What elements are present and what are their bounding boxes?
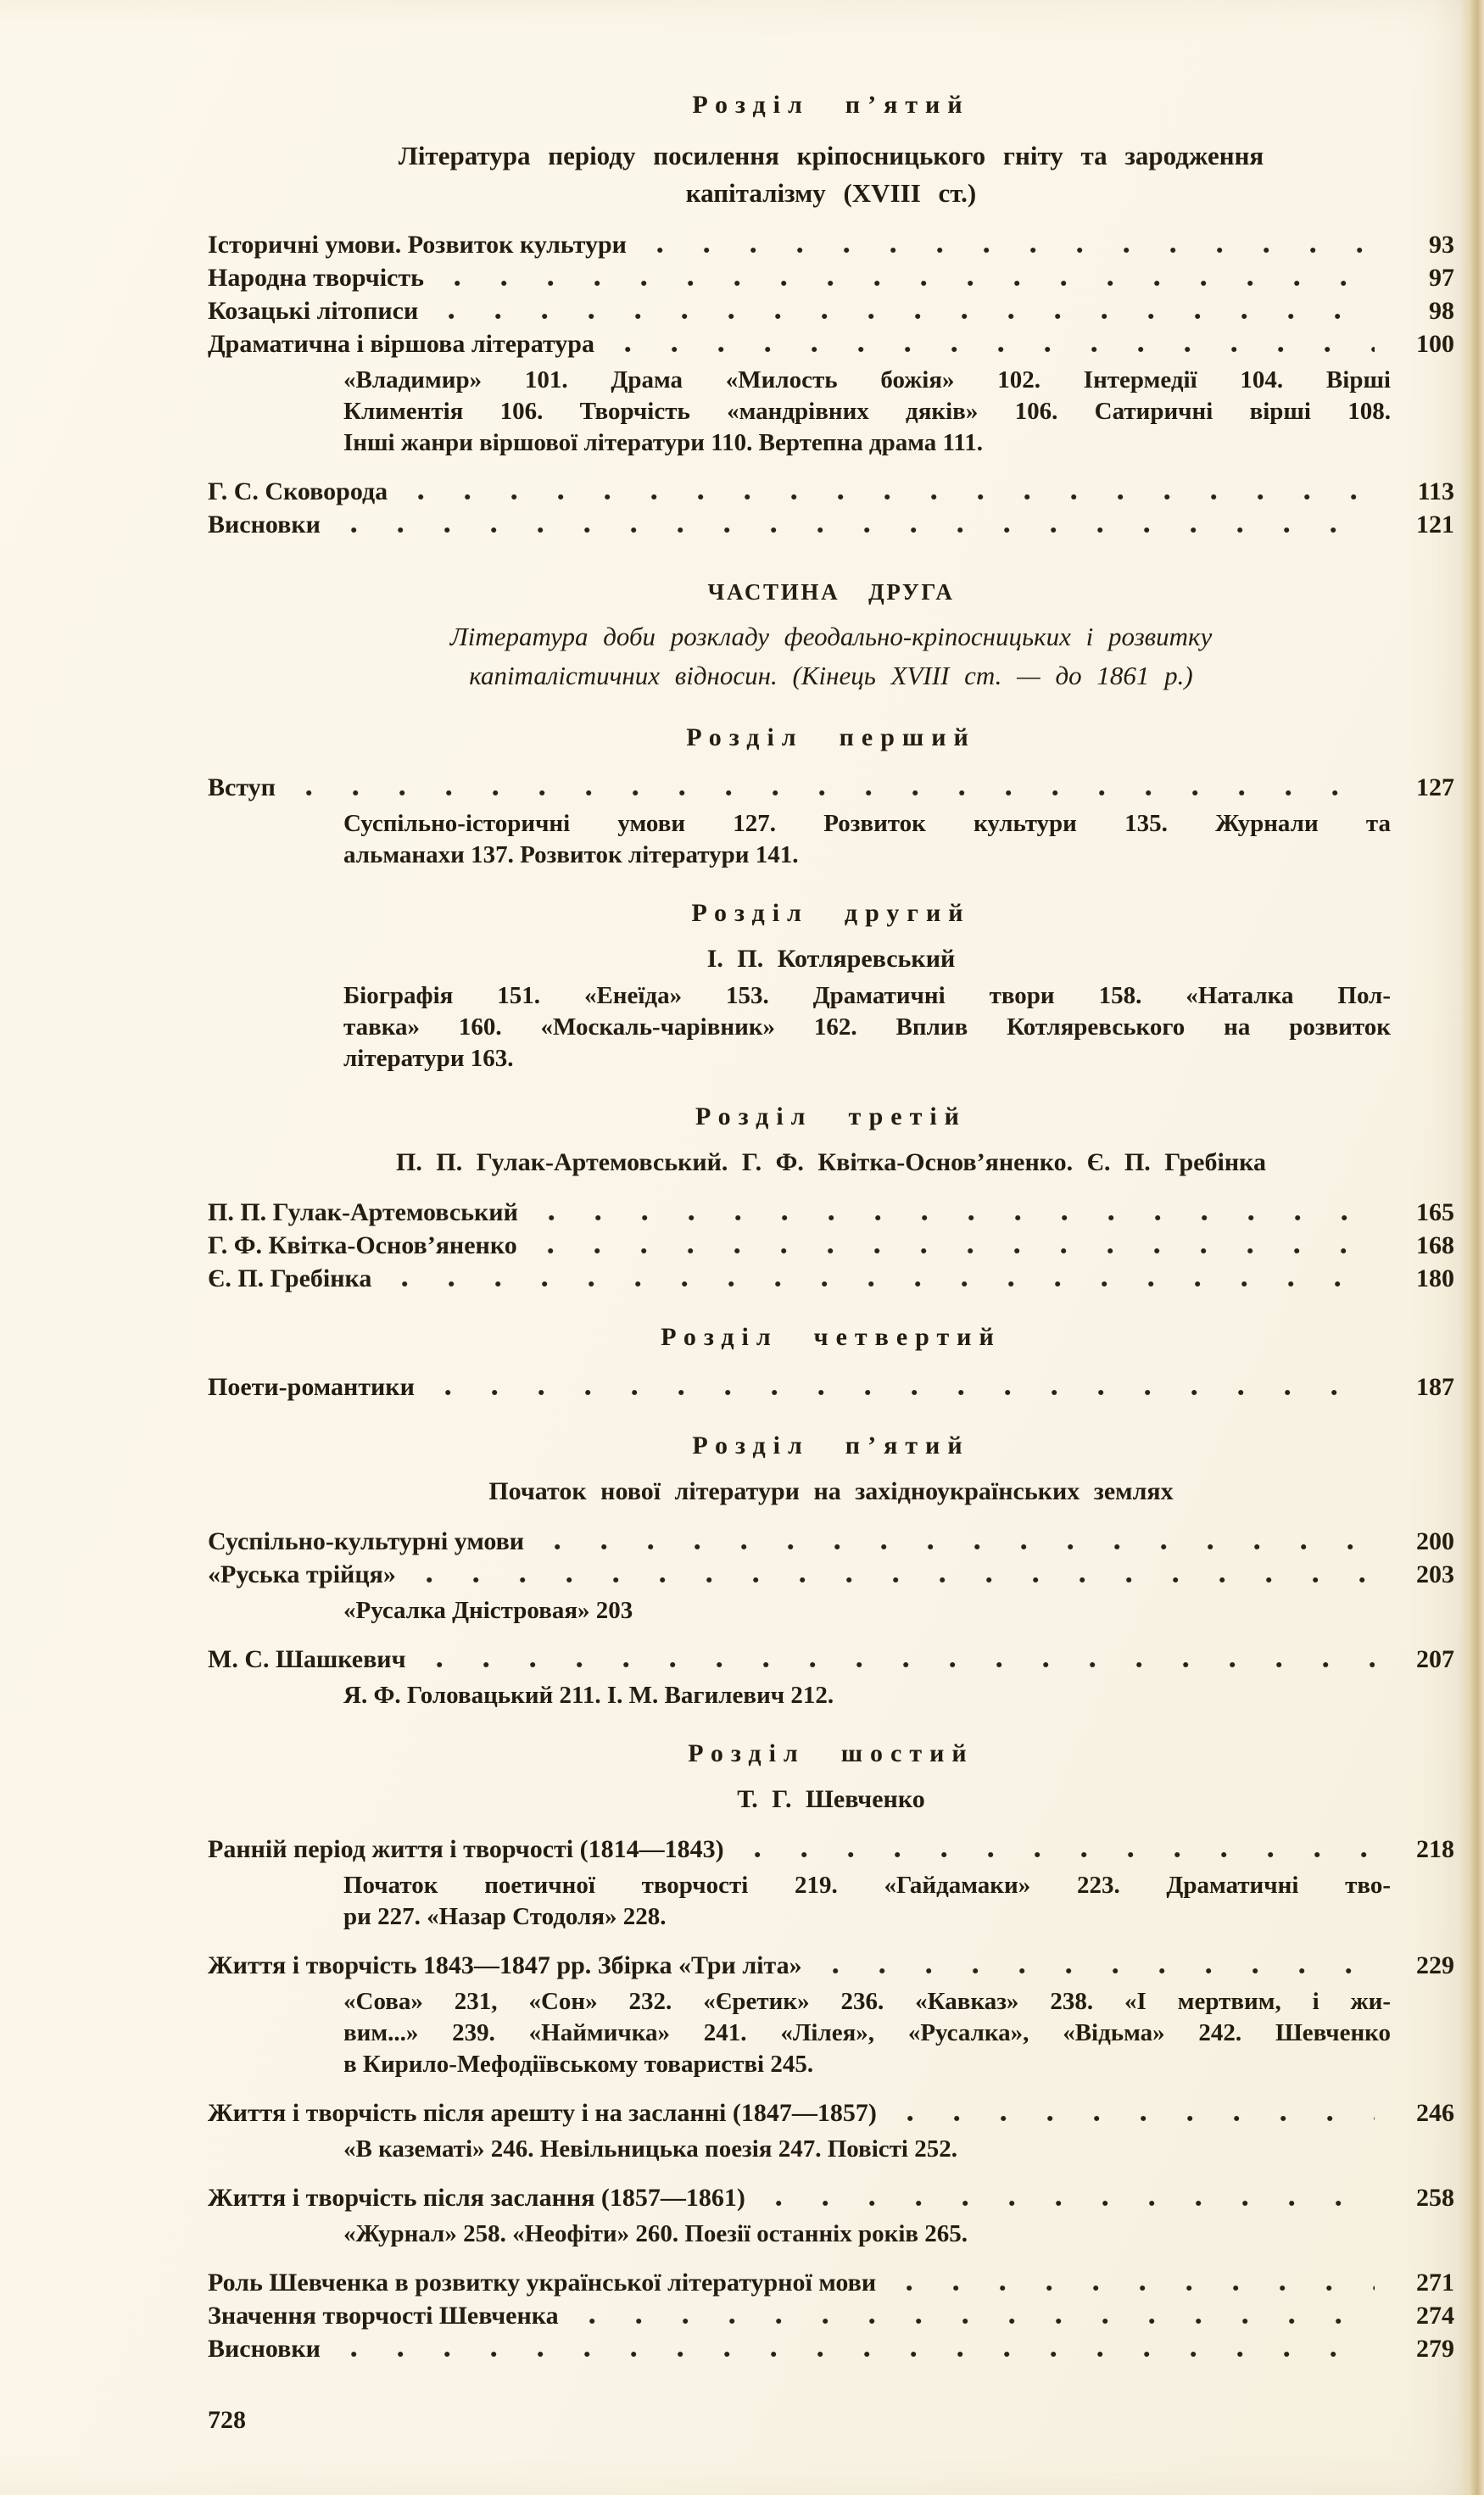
dot-leader [625, 344, 1375, 354]
subentry-line: Початок поетичної творчості 219. «Гайдамаки» 223. Драматичні тво- [343, 1872, 1391, 1899]
subentry-line: «Журнал» 258. «Неофіти» 260. Поезії останніх років 265. [343, 2220, 968, 2247]
entry-page-number: 203 [1416, 1560, 1454, 1588]
entry-page-number: 127 [1416, 773, 1454, 801]
chapter-heading: Розділ п’ятий [692, 91, 970, 119]
toc-subentry [343, 1680, 1391, 1711]
toc-entry [208, 1230, 1454, 1262]
dot-leader [548, 1246, 1375, 1256]
dot-leader [455, 278, 1375, 288]
subentry-line: Я. Ф. Головацький 211. І. М. Вагилевич 212. [343, 1682, 834, 1709]
toc-subentry [343, 808, 1391, 871]
chapter-heading: Розділ другий [691, 899, 971, 927]
entry-page-number: 200 [1416, 1527, 1454, 1555]
toc-entry [208, 328, 1454, 360]
toc-entry [208, 2182, 1454, 2214]
toc-entry [208, 1526, 1454, 1558]
entry-page-number: 229 [1416, 1951, 1454, 1979]
entry-label: Життя і творчість після арешту і на засланні (1847—1857) [208, 2099, 877, 2127]
entry-page-number: 274 [1416, 2302, 1454, 2330]
subentry-line: Климентія 106. Творчість «мандрівних дяків» 106. Сатиричні вірші 108. [343, 398, 1391, 425]
subentry-line: вим...» 239. «Наймичка» 241. «Лілея», «Русалка», «Відьма» 242. Шевченко [343, 2019, 1391, 2046]
toc-entry [208, 295, 1454, 327]
dot-leader [555, 1542, 1375, 1552]
dot-leader [755, 1850, 1375, 1860]
entry-page-number: 100 [1416, 330, 1454, 358]
part-heading: ЧАСТИНА ДРУГА [707, 579, 955, 605]
toc-entry [208, 772, 1454, 804]
chapter-heading: Розділ третій [695, 1102, 967, 1130]
entry-page-number: 279 [1416, 2335, 1454, 2363]
entry-page-number: 98 [1429, 297, 1454, 325]
entry-page-number: 97 [1429, 264, 1454, 292]
entry-label: Драматична і віршова література [208, 330, 594, 358]
toc-entry [208, 262, 1454, 294]
dot-leader [549, 1213, 1375, 1223]
subentry-line: в Кирило-Мефодіївському товаристві 245. [343, 2051, 814, 2078]
subentry-line: «В казематі» 246. Невільницька поезія 247. Повісті 252. [343, 2135, 957, 2163]
toc-entry [208, 2300, 1454, 2332]
dot-leader [657, 245, 1375, 255]
toc-entry [208, 509, 1454, 541]
part-subtitle-line: капіталістичних відносин. (Кінець XVIII ст. — до 1861 р.) [469, 661, 1193, 690]
entry-label: Є. П. Гребінка [208, 1264, 372, 1292]
toc-entry [208, 1197, 1454, 1229]
entry-label: Г. Ф. Квітка-Основ’яненко [208, 1231, 517, 1259]
entry-label: Значення творчості Шевченка [208, 2302, 559, 2330]
entry-label: Народна творчість [208, 264, 424, 292]
dot-leader [449, 311, 1375, 321]
chapter-title-line: капіталізму (XVIII ст.) [685, 178, 977, 208]
subentry-line: альманахи 137. Розвиток літератури 141. [343, 841, 799, 868]
chapter-heading: Розділ четвертий [661, 1323, 1001, 1351]
toc-subentry [343, 1870, 1391, 1933]
dot-leader [833, 1966, 1375, 1976]
subentry-line: Інші жанри віршової літератури 110. Вертепна драма 111. [343, 429, 984, 456]
section-subtitle: Т. Г. Шевченко [737, 1785, 925, 1813]
entry-page-number: 113 [1417, 477, 1454, 505]
dot-leader [589, 2316, 1375, 2326]
dot-leader [907, 2283, 1375, 2293]
toc-subentry [343, 1595, 1391, 1627]
entry-label: Козацькі літописи [208, 297, 419, 325]
page-right-edge [1460, 0, 1484, 2495]
toc-entry [208, 1644, 1454, 1676]
entry-label: Висновки [208, 511, 321, 539]
subentry-line: «Сова» 231, «Сон» 232. «Єретик» 236. «Кавказ» 238. «І мертвим, і жи- [343, 1988, 1391, 2015]
part-subtitle [208, 617, 1454, 695]
toc-entry [208, 1834, 1454, 1866]
chapter-heading: Розділ шостий [688, 1739, 974, 1767]
entry-page-number: 218 [1416, 1835, 1454, 1863]
entry-label: Історичні умови. Розвиток культури [208, 231, 627, 259]
dot-leader [351, 525, 1375, 535]
entry-label: Життя і творчість після заслання (1857—1861) [208, 2184, 745, 2212]
chapter-title-line: Література періоду посилення кріпосницького гніту та зародження [398, 141, 1264, 170]
entry-page-number: 168 [1416, 1231, 1454, 1259]
entry-page-number: 165 [1416, 1198, 1454, 1226]
toc-subentry [343, 365, 1391, 459]
entry-label: Поети-романтики [208, 1373, 415, 1401]
entry-label: Життя і творчість 1843—1847 рр. Збірка «Три літа» [208, 1951, 802, 1979]
subentry-line: літератури 163. [343, 1045, 514, 1072]
toc-subentry [343, 2219, 1391, 2250]
toc-entry [208, 1559, 1454, 1591]
toc-subentry [343, 2134, 1391, 2165]
section-subtitle: І. П. Котляревський [706, 945, 956, 973]
toc-entry [208, 1950, 1454, 1982]
entry-label: Ранній період життя і творчості (1814—1843) [208, 1835, 724, 1863]
dot-leader [402, 1279, 1375, 1289]
dot-leader [306, 788, 1375, 798]
entry-page-number: 187 [1416, 1373, 1454, 1401]
entry-page-number: 258 [1416, 2184, 1454, 2212]
toc-entry [208, 2097, 1454, 2129]
entry-label: М. С. Шашкевич [208, 1645, 406, 1673]
chapter-title [208, 137, 1454, 212]
dot-leader [907, 2113, 1375, 2124]
toc-entry [208, 2267, 1454, 2299]
dot-leader [776, 2198, 1375, 2208]
toc-subentry [343, 1986, 1391, 2080]
subentry-line: «Владимир» 101. Драма «Милость божія» 102. Інтермедії 104. Вірші [343, 366, 1391, 394]
toc-subentry [343, 980, 1391, 1074]
subentry-line: Суспільно-історичні умови 127. Розвиток культури 135. Журнали та [343, 810, 1391, 837]
dot-leader [418, 492, 1375, 502]
folio-page-number: 728 [208, 2406, 246, 2434]
entry-label: Роль Шевченка в розвитку української літературної мови [208, 2269, 877, 2297]
toc-entry [208, 1371, 1454, 1404]
entry-page-number: 121 [1416, 511, 1454, 539]
subentry-line: «Русалка Дністровая» 203 [343, 1597, 633, 1624]
entry-label: П. П. Гулак-Артемовський [208, 1198, 518, 1226]
subentry-line: Біографія 151. «Енеїда» 153. Драматичні твори 158. «Наталка Пол- [343, 982, 1391, 1009]
toc-entry [208, 229, 1454, 261]
entry-page-number: 93 [1429, 231, 1454, 259]
section-subtitle: Початок нової літератури на західноукраїнських землях [488, 1477, 1174, 1505]
entry-label: «Руська трійця» [208, 1560, 396, 1588]
toc-entry [208, 2333, 1454, 2365]
toc-entry [208, 476, 1454, 508]
entry-page-number: 246 [1416, 2099, 1454, 2127]
entry-label: Висновки [208, 2335, 321, 2363]
dot-leader [351, 2349, 1375, 2359]
toc [208, 0, 1454, 2436]
subentry-line: ри 227. «Назар Стодоля» 228. [343, 1903, 667, 1930]
entry-page-number: 207 [1416, 1645, 1454, 1673]
entry-page-number: 271 [1416, 2269, 1454, 2297]
part-subtitle-line: Література доби розкладу феодально-кріпосницьких і розвитку [449, 622, 1213, 651]
entry-label: Вступ [208, 773, 276, 801]
chapter-heading: Розділ перший [686, 723, 976, 751]
chapter-heading: Розділ п’ятий [692, 1432, 970, 1460]
toc-entry [208, 1263, 1454, 1295]
dot-leader [445, 1387, 1375, 1398]
dot-leader [427, 1575, 1375, 1585]
entry-label: Суспільно-культурні умови [208, 1527, 525, 1555]
dot-leader [437, 1660, 1375, 1670]
toc-blocks [208, 88, 1454, 2365]
entry-page-number: 180 [1416, 1264, 1454, 1292]
subentry-line: тавка» 160. «Москаль-чарівник» 162. Вплив Котляревського на розвиток [343, 1013, 1391, 1041]
section-subtitle: П. П. Гулак-Артемовський. Г. Ф. Квітка-Основ’яненко. Є. П. Гребінка [396, 1148, 1266, 1176]
entry-label: Г. С. Сковорода [208, 477, 388, 505]
